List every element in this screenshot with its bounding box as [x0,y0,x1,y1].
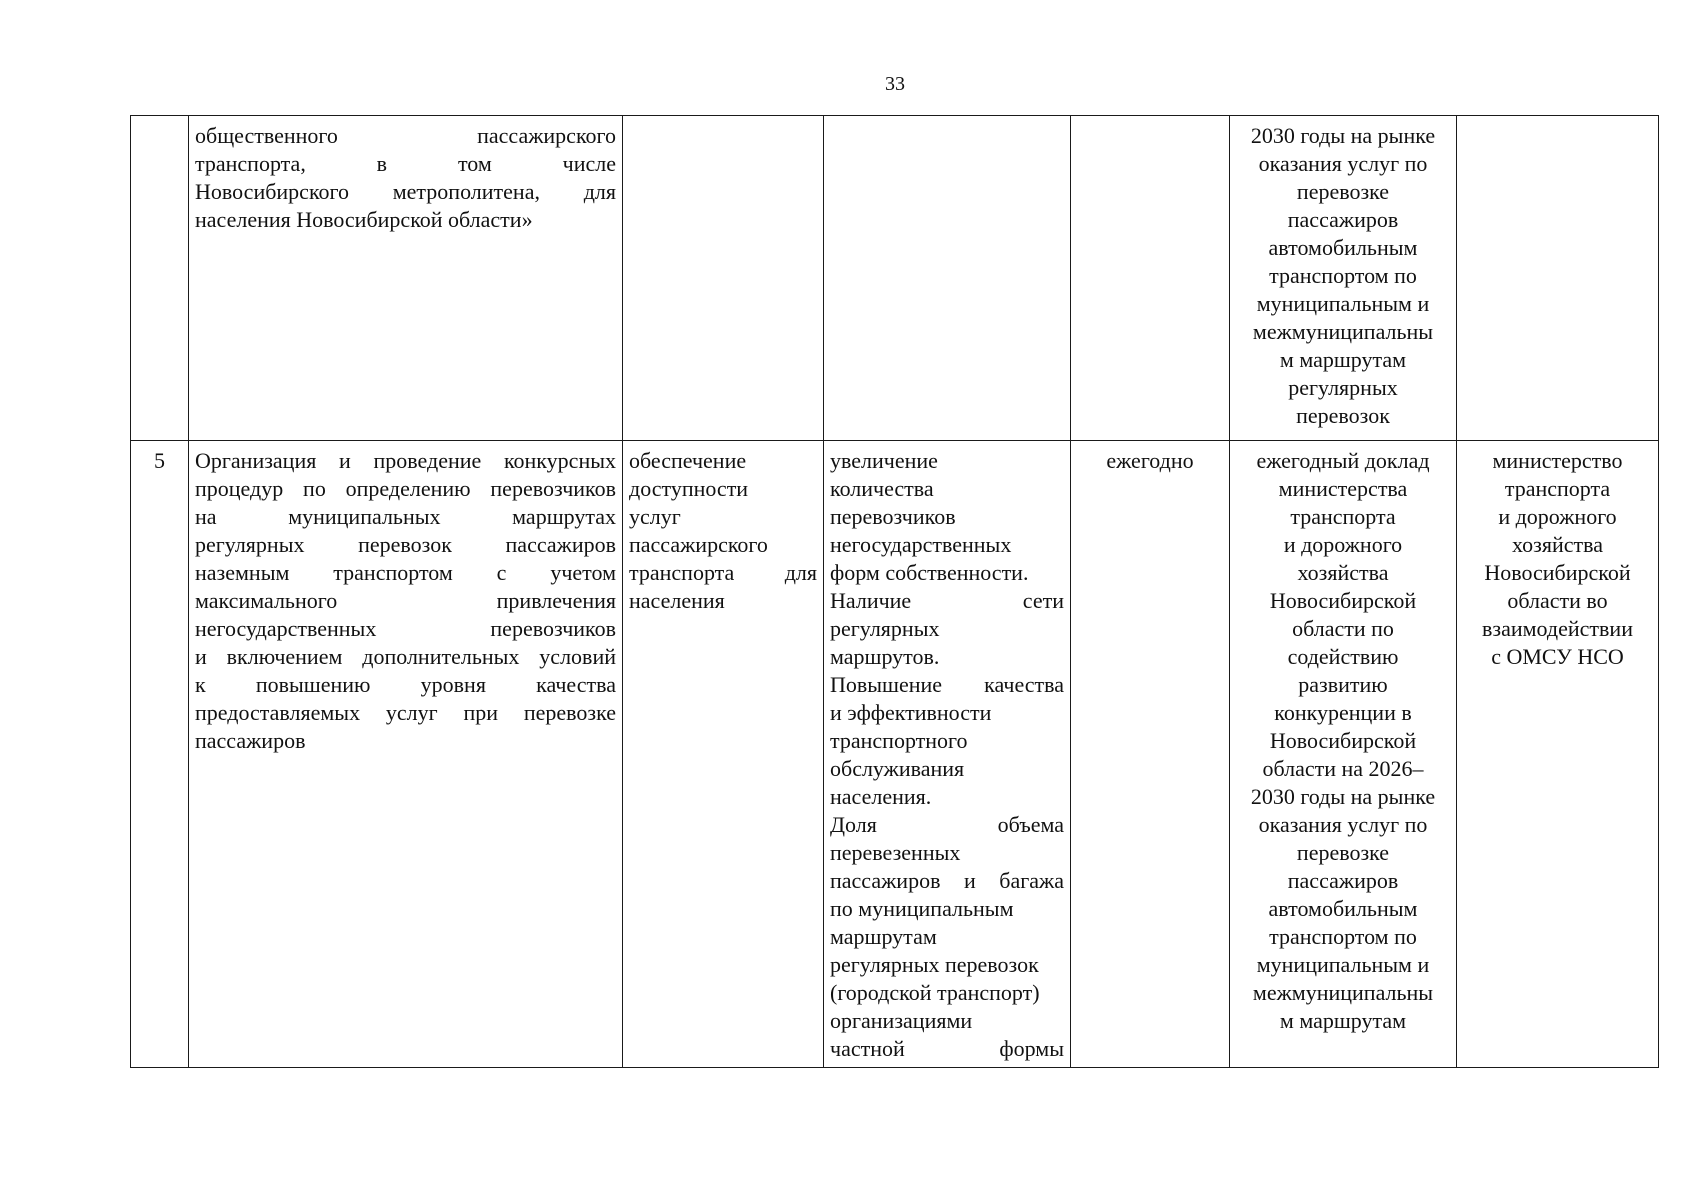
measure-line: Организация и проведение конкурсных [195,448,616,473]
document-line: 2030 годы на рынке [1250,123,1436,148]
goal-cell [623,116,824,441]
table-row [131,441,1659,1068]
document-cell [1230,441,1457,1068]
deadline-cell: ежегодно [1071,441,1230,1068]
row-number-cell: 5 [131,441,189,1068]
document-line: содействию [1287,644,1399,669]
indicator-line: увеличение [830,448,938,473]
document-line: м маршрутам [1279,347,1407,372]
document-line: муниципальным и [1256,952,1430,977]
indicator-line: организациями [830,1008,973,1033]
document-line: автомобильным [1268,235,1418,260]
document-line: транспортом по [1269,924,1417,949]
measure-line: транспорта, в том числе [195,151,616,176]
indicator-line: пассажиров и багажа [830,868,1064,893]
measure-line: и включением дополнительных условий [195,644,616,669]
document-line: транспортом по [1269,263,1417,288]
indicator-line: транспортного [830,728,968,753]
goal-line: доступности [629,476,749,501]
measure-line: максимального привлечения [195,588,616,613]
measure-line: регулярных перевозок пассажиров [195,532,616,557]
indicator-line: обслуживания [830,756,965,781]
responsible-line: министерство [1492,448,1623,473]
indicator-line: перевозчиков [830,504,956,529]
measure-line: наземным транспортом с учетом [195,560,616,585]
document-line: 2030 годы на рынке [1250,784,1436,809]
document-line: м маршрутам [1279,1008,1407,1033]
table-row [131,116,1659,441]
document-line: межмуниципальны [1252,980,1434,1005]
responsible-line: Новосибирской [1484,560,1631,585]
indicator-line: и эффективности [830,700,992,725]
measure-line: предоставляемых услуг при перевозке [195,700,616,725]
indicator-line: негосударственных [830,532,1012,557]
measure-line: Новосибирского метрополитена, для [195,179,616,204]
indicator-line: перевезенных [830,840,961,865]
document-line: хозяйства [1297,560,1389,585]
document-line: транспорта [1290,504,1396,529]
indicator-cell [824,441,1071,1068]
document-line: оказания услуг по [1258,812,1428,837]
indicator-line: количества [830,476,934,501]
measure-line: процедур по определению перевозчиков [195,476,616,501]
responsible-line: транспорта [1504,476,1611,501]
measure-line: населения Новосибирской области» [195,207,533,232]
deadline-cell [1071,116,1230,441]
document-line: регулярных [1288,375,1398,400]
goal-cell [623,441,824,1068]
responsible-cell [1457,116,1659,441]
measure-line: негосударственных перевозчиков [195,616,616,641]
document-line: и дорожного [1283,532,1403,557]
measure-line: на муниципальных маршрутах [195,504,616,529]
document-line: ежегодный доклад [1256,448,1430,473]
document-line: Новосибирской [1269,588,1417,613]
indicator-line: по муниципальным [830,896,1014,921]
document-line: развитию [1298,672,1388,697]
indicator-line: Наличие сети [830,588,1064,613]
goal-line: пассажирского [629,532,768,557]
goal-line: транспорта для [629,560,817,585]
measure-line: пассажиров [195,728,306,753]
document-line: перевозок [1296,403,1390,428]
indicator-line: Повышение качества [830,672,1064,697]
responsible-line: хозяйства [1512,532,1603,557]
document-line: пассажиров [1287,868,1399,893]
indicator-line: маршрутам [830,924,937,949]
measure-line: общественного пассажирского [195,123,616,148]
indicator-line: (городской транспорт) [830,980,1040,1005]
responsible-line: с ОМСУ НСО [1491,644,1624,669]
indicator-cell [824,116,1071,441]
document-line: конкуренции в [1274,700,1412,725]
measures-table [130,115,1659,1068]
indicator-line: форм собственности. [830,560,1029,585]
row-number-cell [131,116,189,441]
document-line: муниципальным и [1256,291,1430,316]
responsible-cell [1457,441,1659,1068]
document-line: пассажиров [1287,207,1399,232]
document-line: министерства [1278,476,1408,501]
indicator-line: регулярных перевозок [830,952,1039,977]
document-line: Новосибирской [1269,728,1417,753]
document-line: оказания услуг по [1258,151,1428,176]
goal-line: обеспечение [629,448,747,473]
document-line: перевозке [1296,840,1390,865]
indicator-line: частной формы [830,1036,1064,1061]
measure-line: к повышению уровня качества [195,672,616,697]
document-cell [1230,116,1457,441]
document-line: перевозке [1296,179,1390,204]
indicator-line: регулярных [830,616,940,641]
indicator-line: населения. [830,784,932,809]
document-line: области на 2026– [1262,756,1424,781]
responsible-line: области во [1507,588,1608,613]
document-line: автомобильным [1268,896,1418,921]
measure-cell [189,441,623,1068]
indicator-line: Доля объема [830,812,1064,837]
indicator-line: маршрутов. [830,644,940,669]
document-line: межмуниципальны [1252,319,1434,344]
goal-line: населения [629,588,725,613]
document-line: области по [1292,616,1394,641]
responsible-line: и дорожного [1498,504,1617,529]
goal-line: услуг [629,504,681,529]
measure-cell [189,116,623,441]
responsible-line: взаимодействии [1482,616,1633,641]
page-number: 33 [885,73,905,95]
